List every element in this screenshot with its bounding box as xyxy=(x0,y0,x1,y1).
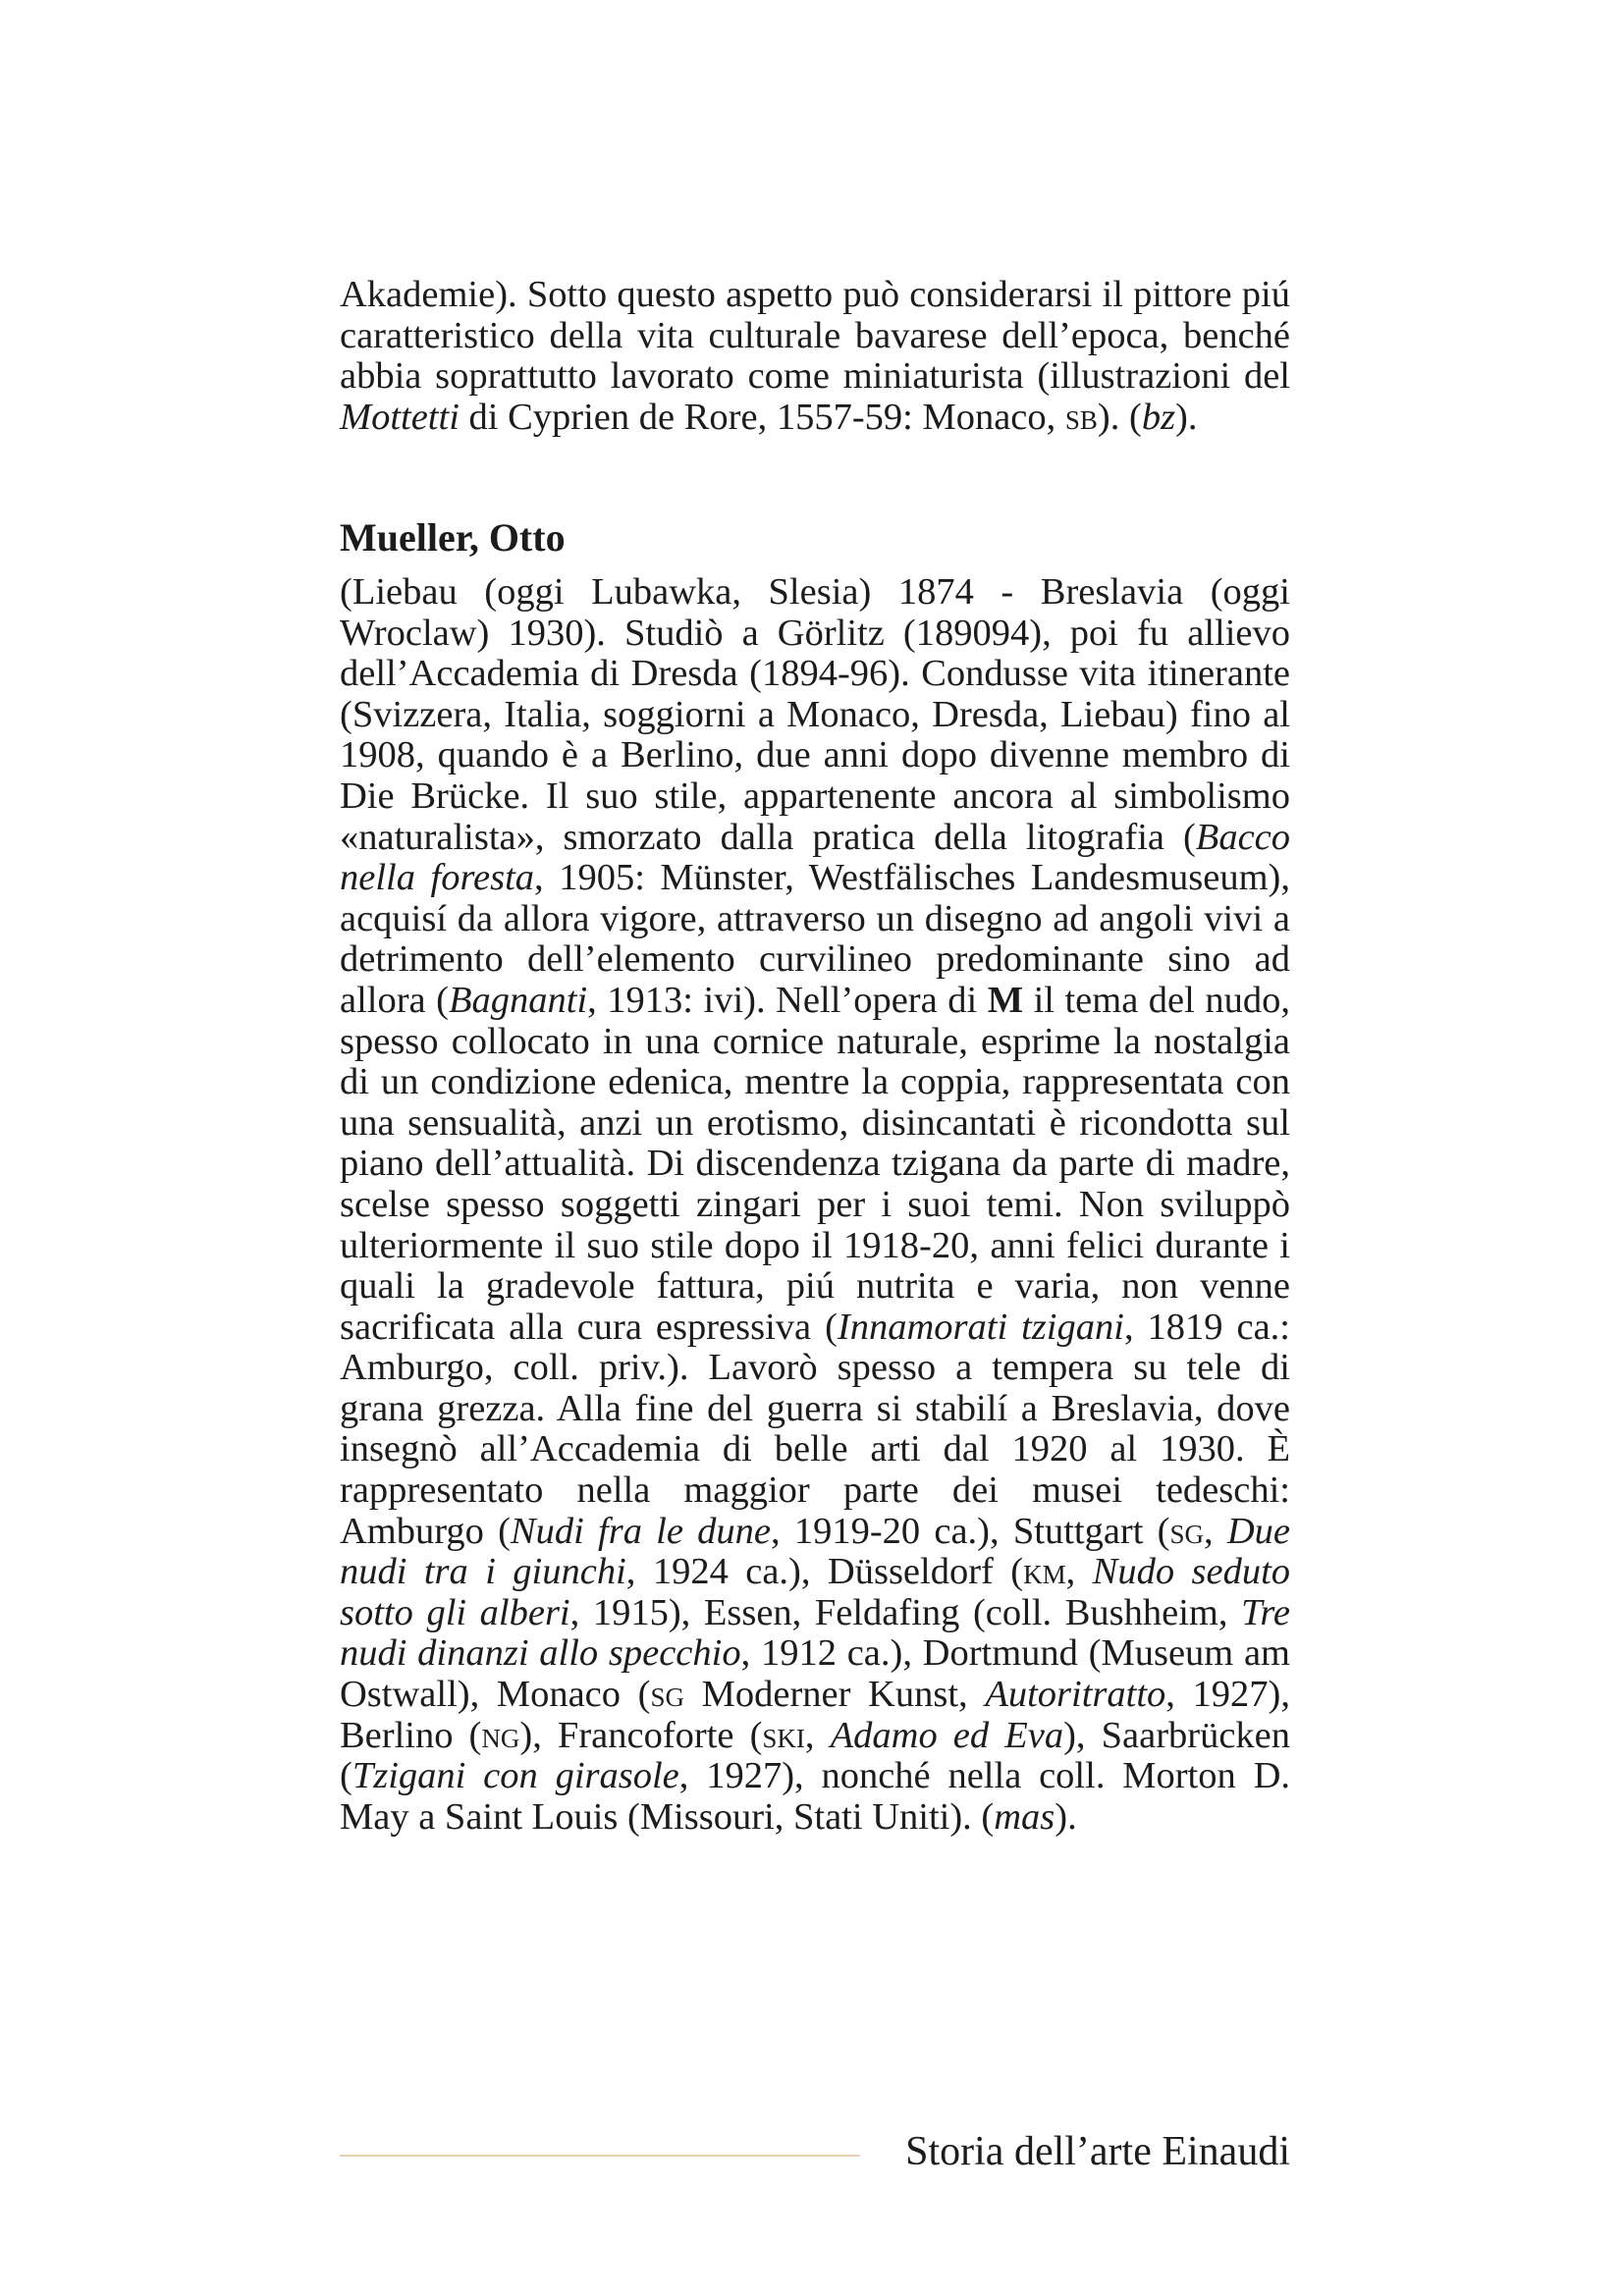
text-run: Moderner Kunst, xyxy=(683,1674,986,1716)
text-run: , 1924 ca.), Düsseldorf ( xyxy=(625,1551,1024,1593)
text-run: ). xyxy=(1175,396,1198,438)
text-run: (Liebau (oggi Lubawka, Slesia) 1874 - Breslavia (oggi Wroclaw) 1930). Studiò a Görlitz (189094), poi fu allievo dell’Accademia di Dresda (1894-96). Condusse vita itinerante (Svizzera, Italia, soggiorni a Monaco, Dresda, Liebau) fino al 1908, quando è a Berlino, due anni dopo divenne membro di Die Brücke. Il suo stile, appartenente ancora al simbolismo «naturalista», smorzato dalla pratica della litografia ( xyxy=(340,571,1290,858)
italic-title: Tzigani con girasole xyxy=(352,1755,679,1797)
text-run: , xyxy=(804,1714,831,1756)
text-run: , 1819 ca.: Amburgo, coll. priv.). Lavorò spesso a tempera su tele di grana grezza. Alla fine del guerra si stabilí a Breslavia, dove insegnò all’Accademia di belle arti dal 1920 al 1930. È rappresentato nella maggior parte dei musei tedeschi: Amburgo ( xyxy=(340,1306,1290,1552)
text-run: di Cyprien de Rore, 1557-59: Monaco, xyxy=(459,396,1065,438)
italic-title: Bacco nella foresta xyxy=(340,816,1290,899)
author-initials: bz xyxy=(1141,396,1176,438)
abbreviation: km xyxy=(1023,1551,1066,1593)
entry-paragraph xyxy=(340,572,1290,1838)
text-run: , 1905: Münster, Westfälisches Landesmuseum), acquisí da allora vigore, attraverso un disegno ad angoli vivi a detrimento dell’elemento curvilineo predominante sino ad allora ( xyxy=(340,857,1290,1021)
bold-initial: M xyxy=(987,979,1024,1021)
text-run: , xyxy=(1065,1551,1093,1593)
text-run: ), Saarbrücken ( xyxy=(340,1714,1291,1797)
italic-title: Due nudi tra i giunchi xyxy=(340,1510,1290,1593)
previous-entry-paragraph xyxy=(340,275,1290,438)
italic-title: Bagnanti xyxy=(448,979,588,1021)
abbreviation: sg xyxy=(650,1674,684,1716)
footer-label: Storia dell’arte Einaudi xyxy=(905,2129,1290,2174)
italic-title: Mottetti xyxy=(340,396,460,438)
text-run: , 1913: ivi). Nell’opera di xyxy=(587,979,988,1021)
text-run: , 1927), Berlino ( xyxy=(340,1674,1290,1756)
abbreviation: sb xyxy=(1064,396,1098,438)
text-run: , 1912 ca.), Dortmund (Museum am Ostwall), Monaco ( xyxy=(340,1632,1290,1716)
italic-title: Tre nudi dinanzi allo specchio xyxy=(340,1591,1290,1675)
text-run: , xyxy=(1204,1510,1227,1552)
abbreviation: sg xyxy=(1169,1510,1204,1552)
text-run: ). ( xyxy=(1097,396,1142,438)
italic-title: Nudo seduto sotto gli alberi xyxy=(340,1551,1291,1633)
text-run: ), Francoforte ( xyxy=(519,1714,763,1756)
italic-title: Innamorati tzigani xyxy=(837,1306,1124,1348)
text-run: Akademie). Sotto questo aspetto può considerarsi il pittore piú caratteristico della vita culturale bavarese dell’epoca, benché abbia soprattutto lavorato come miniaturista (illustrazioni del xyxy=(340,274,1290,398)
italic-title: Nudi fra le dune xyxy=(510,1510,771,1552)
italic-title: Adamo ed Eva xyxy=(830,1714,1064,1756)
text-run: , 1915), Essen, Feldafing (coll. Bushheim, xyxy=(569,1591,1242,1633)
abbreviation: ski xyxy=(762,1714,805,1756)
author-initials: mas xyxy=(994,1795,1055,1838)
text-run: , 1927), nonché nella coll. Morton D. May a Saint Louis (Missouri, Stati Uniti). ( xyxy=(340,1755,1290,1838)
abbreviation: ng xyxy=(481,1714,520,1756)
entry-title: Mueller, Otto xyxy=(340,515,566,560)
text-run: ). xyxy=(1055,1795,1077,1838)
text-run: , 1919-20 ca.), Stuttgart ( xyxy=(771,1510,1170,1552)
text-run: il tema del nudo, spesso collocato in una cornice naturale, esprime la nostalgia di un condizione edenica, mentre la coppia, rappresentata con una sensualità, anzi un erotismo, disincantati è ricondotta sul piano dell’attualità. Di discendenza tzigana da parte di madre, scelse spesso soggetti zingari per i suoi temi. Non sviluppò ulteriormente il suo stile dopo il 1918-20, anni felici durante i quali la gradevole fattura, piú nutrita e varia, non venne sacrificata alla cura espressiva ( xyxy=(340,979,1290,1348)
italic-title: Autoritratto xyxy=(985,1674,1166,1716)
footer-rule xyxy=(340,2155,860,2157)
